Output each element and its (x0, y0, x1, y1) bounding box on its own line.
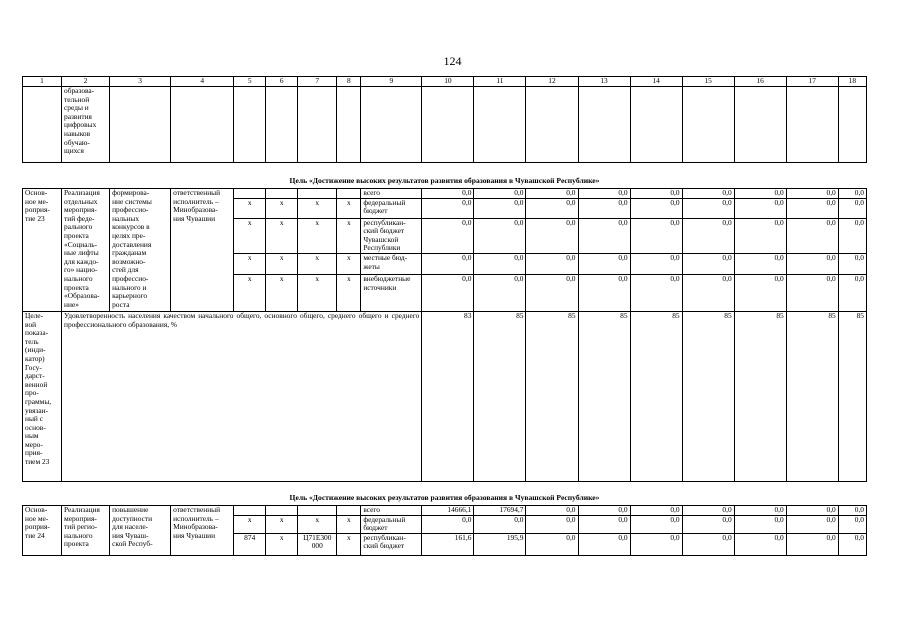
value-cell: 0,0 (526, 515, 578, 533)
value-cell: 0,0 (474, 253, 526, 274)
value-cell: 0,0 (630, 189, 682, 199)
value-cell: 0,0 (682, 505, 734, 515)
table-cell (266, 87, 298, 163)
table-cell (526, 87, 578, 163)
column-header: 17 (786, 77, 838, 87)
value-cell: 83 (422, 311, 474, 481)
value-cell: 0,0 (578, 533, 630, 555)
table-cell: x (298, 253, 337, 274)
value-cell: 0,0 (734, 189, 786, 199)
funding-source: внебюджетные источники (361, 274, 422, 311)
value-cell: 85 (526, 311, 578, 481)
header-row (23, 77, 867, 87)
table-cell (734, 87, 786, 163)
value-cell: 0,0 (474, 198, 526, 218)
table-cell: x (337, 515, 361, 533)
measure-executor: ответственный исполнитель – Минобразова- ния Чувашии (171, 189, 234, 312)
value-cell: 85 (734, 311, 786, 481)
value-cell: 0,0 (474, 189, 526, 199)
table-cell (234, 87, 266, 163)
measure-task: формирова- ние системы профессио- нальных конкурсов в целях пре- доставления гражданам возможно- стей для профессио- нального и карьерного роста (110, 189, 171, 312)
measure-name: Реализация мероприя- тий регио- нального проекта (62, 505, 110, 555)
column-header: 8 (337, 77, 361, 87)
value-cell: 0,0 (630, 533, 682, 555)
value-cell: 0,0 (838, 253, 866, 274)
table-row (23, 505, 867, 515)
table-cell (337, 189, 361, 199)
value-cell: 0,0 (734, 198, 786, 218)
table-cell (786, 87, 838, 163)
table-cell (578, 87, 630, 163)
value-cell: 0,0 (526, 505, 578, 515)
value-cell: 0,0 (734, 253, 786, 274)
table-cell: x (266, 253, 298, 274)
table-cell: x (266, 274, 298, 311)
column-header: 16 (734, 77, 786, 87)
value-cell: 0,0 (838, 189, 866, 199)
table-cell (23, 87, 62, 163)
goal-title: Цель «Достижение высоких результатов развития образования в Чувашской Республике» (23, 481, 867, 505)
value-cell: 0,0 (526, 198, 578, 218)
value-cell: 0,0 (526, 533, 578, 555)
table-cell (298, 189, 337, 199)
table-cell (337, 87, 361, 163)
table-cell: x (234, 274, 266, 311)
table-cell (110, 87, 171, 163)
value-cell: 85 (682, 311, 734, 481)
column-header: 14 (630, 77, 682, 87)
table-cell (682, 87, 734, 163)
table-cell: 874 (234, 533, 266, 555)
value-cell: 0,0 (734, 515, 786, 533)
value-cell: 0,0 (838, 533, 866, 555)
value-cell: 0,0 (734, 274, 786, 311)
value-cell: 0,0 (838, 274, 866, 311)
table-cell: x (337, 253, 361, 274)
value-cell: 0,0 (578, 198, 630, 218)
value-cell: 0,0 (630, 505, 682, 515)
table-cell: x (298, 218, 337, 253)
value-cell: 0,0 (786, 218, 838, 253)
value-cell: 0,0 (474, 274, 526, 311)
column-header: 12 (526, 77, 578, 87)
value-cell: 0,0 (682, 533, 734, 555)
value-cell: 0,0 (630, 198, 682, 218)
table-cell: x (234, 218, 266, 253)
value-cell: 0,0 (474, 218, 526, 253)
table-cell (630, 87, 682, 163)
value-cell: 0,0 (526, 218, 578, 253)
value-cell: 0,0 (838, 505, 866, 515)
column-header: 10 (422, 77, 474, 87)
value-cell: 0,0 (578, 218, 630, 253)
column-header: 11 (474, 77, 526, 87)
value-cell: 0,0 (578, 253, 630, 274)
value-cell: 0,0 (682, 253, 734, 274)
column-header: 2 (62, 77, 110, 87)
table-cell: x (337, 274, 361, 311)
table-cell (337, 505, 361, 515)
value-cell: 0,0 (630, 515, 682, 533)
funding-source: республикан- ский бюджет Чувашской Республики (361, 218, 422, 253)
value-cell: 0,0 (682, 274, 734, 311)
column-header: 18 (838, 77, 866, 87)
value-cell: 85 (630, 311, 682, 481)
goal-row (23, 163, 867, 189)
value-cell: 0,0 (786, 253, 838, 274)
measure-label: Основ- ное ме- роприя- тие 24 (23, 505, 62, 555)
measure-name: Реализация отдельных мероприя- тий феде- рального проекта «Социаль- ные лифты для каждо- го» нацио- нального проекта «Образова- ние» (62, 189, 110, 312)
value-cell: 85 (578, 311, 630, 481)
value-cell: 0,0 (474, 515, 526, 533)
funding-source: местные бюд- жеты (361, 253, 422, 274)
funding-source: республикан- ский бюджет (361, 533, 422, 555)
value-cell: 0,0 (630, 274, 682, 311)
value-cell: 0,0 (838, 515, 866, 533)
table-row (23, 87, 867, 163)
table-cell (298, 505, 337, 515)
value-cell: 0,0 (578, 274, 630, 311)
value-cell: 0,0 (422, 274, 474, 311)
value-cell: 0,0 (578, 505, 630, 515)
table-cell: x (266, 533, 298, 555)
value-cell: 85 (474, 311, 526, 481)
value-cell: 0,0 (734, 533, 786, 555)
value-cell: 0,0 (682, 189, 734, 199)
measure-label: Основ- ное ме- роприя- тие 23 (23, 189, 62, 312)
funding-source: всего (361, 189, 422, 199)
goal-row (23, 481, 867, 505)
value-cell: 14666,1 (422, 505, 474, 515)
table-cell (234, 189, 266, 199)
table-cell (266, 505, 298, 515)
table-cell: x (337, 198, 361, 218)
table-cell (838, 87, 866, 163)
value-cell: 0,0 (786, 533, 838, 555)
column-header: 6 (266, 77, 298, 87)
table-cell: x (266, 515, 298, 533)
value-cell: 0,0 (422, 218, 474, 253)
value-cell: 0,0 (422, 189, 474, 199)
value-cell: 85 (786, 311, 838, 481)
value-cell: 0,0 (682, 515, 734, 533)
column-header: 7 (298, 77, 337, 87)
funding-source: всего (361, 505, 422, 515)
value-cell: 0,0 (526, 189, 578, 199)
value-cell: 0,0 (734, 218, 786, 253)
table-cell: образова- тельной среды и развития цифровых навыков обучаю- щихся (62, 87, 110, 163)
table-cell: x (298, 515, 337, 533)
table-cell: x (298, 274, 337, 311)
table-cell: x (298, 198, 337, 218)
measure-task: повышение доступности для населе- ния Чуваш- ской Респуб- (110, 505, 171, 555)
table-cell: x (234, 515, 266, 533)
value-cell: 0,0 (786, 274, 838, 311)
value-cell: 0,0 (578, 189, 630, 199)
table-cell: x (234, 253, 266, 274)
value-cell: 0,0 (422, 198, 474, 218)
column-header: 4 (171, 77, 234, 87)
indicator-row (23, 311, 867, 481)
value-cell: 0,0 (422, 515, 474, 533)
value-cell: 0,0 (526, 253, 578, 274)
budget-table (22, 76, 867, 556)
value-cell: 0,0 (682, 218, 734, 253)
table-row (23, 189, 867, 199)
table-cell (422, 87, 474, 163)
funding-source: федеральный бюджет (361, 515, 422, 533)
page-number: 124 (443, 54, 462, 68)
indicator-text: Удовлетворенность населения качеством начального общего, основного общего, среднего общего и среднего профессионального образования, % (62, 311, 422, 481)
table-cell (266, 189, 298, 199)
table-cell (234, 505, 266, 515)
value-cell: 161,6 (422, 533, 474, 555)
value-cell: 0,0 (526, 274, 578, 311)
value-cell: 195,9 (474, 533, 526, 555)
value-cell: 0,0 (630, 218, 682, 253)
column-header: 3 (110, 77, 171, 87)
value-cell: 0,0 (786, 198, 838, 218)
table-cell: Ц71Е300 000 (298, 533, 337, 555)
column-header: 9 (361, 77, 422, 87)
funding-source: федеральный бюджет (361, 198, 422, 218)
table-cell: x (337, 533, 361, 555)
indicator-label: Целе- вой показа- тель (инди- катор) Госу- дарст- венной про- граммы, увязан- ный с основ- ным меро- прия- тием 23 (23, 311, 62, 481)
value-cell: 0,0 (422, 253, 474, 274)
table-cell (474, 87, 526, 163)
value-cell: 0,0 (838, 198, 866, 218)
table-cell (298, 87, 337, 163)
table-cell: x (234, 198, 266, 218)
value-cell: 0,0 (578, 515, 630, 533)
value-cell: 0,0 (630, 253, 682, 274)
table-cell (361, 87, 422, 163)
value-cell: 0,0 (838, 218, 866, 253)
value-cell: 85 (838, 311, 866, 481)
table-cell (171, 87, 234, 163)
column-header: 5 (234, 77, 266, 87)
column-header: 15 (682, 77, 734, 87)
table-cell: x (266, 198, 298, 218)
value-cell: 0,0 (786, 515, 838, 533)
value-cell: 0,0 (786, 505, 838, 515)
value-cell: 17694,7 (474, 505, 526, 515)
goal-title: Цель «Достижение высоких результатов развития образования в Чувашской Республике» (23, 163, 867, 189)
table-cell: x (337, 218, 361, 253)
column-header: 1 (23, 77, 62, 87)
value-cell: 0,0 (682, 198, 734, 218)
value-cell: 0,0 (786, 189, 838, 199)
measure-executor: ответственный исполнитель – Минобразова- ния Чувашии (171, 505, 234, 555)
table-cell: x (266, 218, 298, 253)
column-header: 13 (578, 77, 630, 87)
value-cell: 0,0 (734, 505, 786, 515)
